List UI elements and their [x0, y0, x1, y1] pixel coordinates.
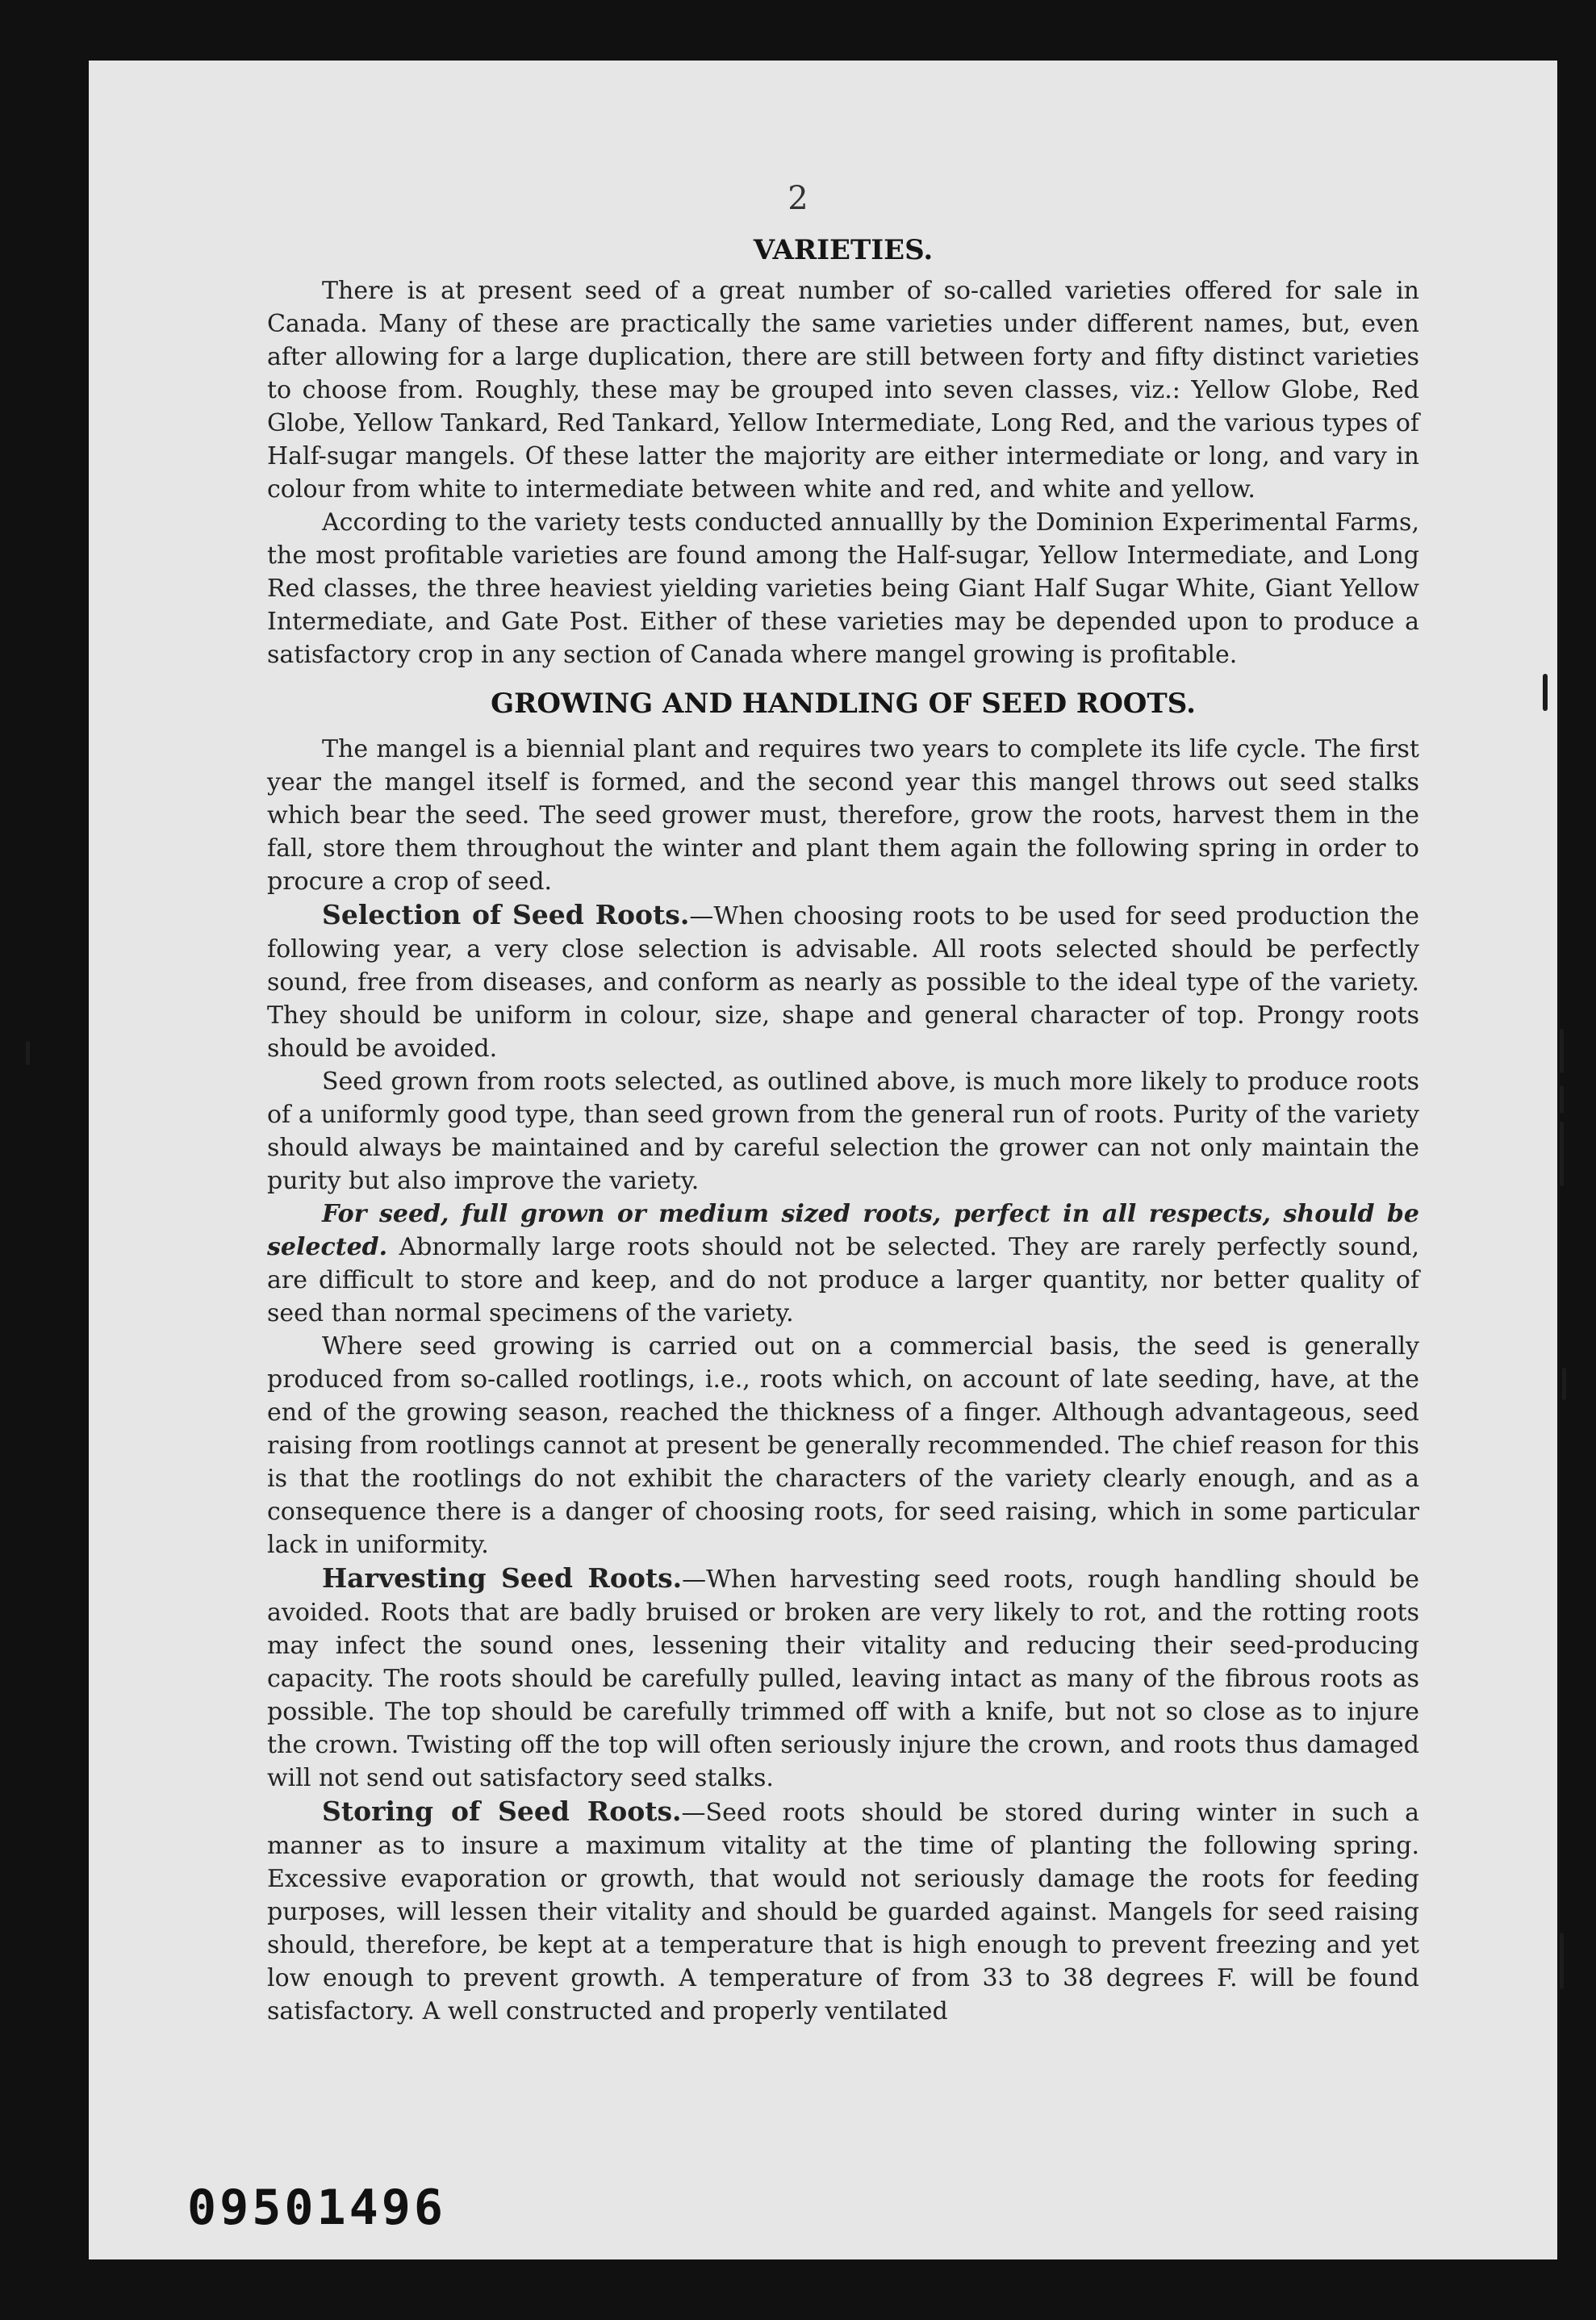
paragraph-text: —When choosing roots to be used for seed production the following year, a very close selection is advisable. All roots selected should be perfectly sound, free from diseases, and conform as nearly as possible to the ideal type of the variety. They should be uniform in colour, size, shape and general character of top. Prongy roots should be avoided.: [267, 902, 1419, 1063]
scan-mark: [1560, 1029, 1564, 1073]
paragraph: There is at present seed of a great number of so-called varieties offered for sale in Canada. Many of these are practically the same varieties under different names, but, even after allowing for a large duplication, there are still between forty and fifty distinct varieties to choose from. Roughly, these may be grouped into seven classes, viz.: Yellow Globe, Red Globe, Yellow Tankard, Red Tankard, Yellow Intermediate, Long Red, and the various types of Half-sugar mangels. Of these latter the majority are either intermediate or long, and vary in colour from white to intermediate between white and red, and white and yellow.: [267, 277, 1419, 504]
paragraph: Where seed growing is carried out on a commercial basis, the seed is generally produced from so-called rootlings, i.e., roots which, on account of late seeding, have, at the end of the growing season, reached the thickness of a finger. Although advantageous, seed raising from rootlings cannot at present be generally recommended. The chief reason for this is that the rootlings do not exhibit the characters of the variety clearly enough, and as a consequence there is a danger of choosing roots, for seed raising, which in some particular lack in uniformity.: [267, 1332, 1419, 1559]
scan-mark: [1562, 1368, 1566, 1400]
scan-mark: [26, 1041, 30, 1065]
run-in-heading-storing: Storing of Seed Roots.: [322, 1795, 682, 1827]
run-in-heading-selection: Selection of Seed Roots.: [322, 899, 690, 930]
emphasized-text: For seed, full grown or medium sized roots, perfect in all respects, should be selected.: [267, 1200, 1419, 1261]
paragraph-selection: [267, 898, 1419, 1065]
paragraph: Seed grown from roots selected, as outlined above, is much more likely to produce roots of a uniformly good type, than seed grown from the general run of roots. Purity of the variety should always be maintained and by careful selection the grower can not only maintain the purity but also improve the variety.: [267, 1068, 1419, 1195]
page-body: [267, 232, 1419, 2028]
serial-number-stamp: 09501496: [187, 2180, 446, 2236]
paragraph-storing: [267, 1795, 1419, 2028]
heading-varieties: VARIETIES.: [753, 234, 934, 266]
scan-mark: [1560, 1085, 1564, 1114]
page-number: 2: [788, 180, 808, 217]
heading-growing-and-handling: GROWING AND HANDLING OF SEED ROOTS.: [491, 688, 1196, 720]
run-in-heading-harvesting: Harvesting Seed Roots.: [322, 1562, 683, 1594]
paragraph-text: Abnormally large roots should not be selected. They are rarely perfectly sound, are difficult to store and keep, and do not produce a larger quantity, nor better quality of seed than normal specimens of the variety.: [267, 1233, 1419, 1327]
paragraph: According to the variety tests conducted annuallly by the Dominion Experimental Farms, the most profitable varieties are found among the Half-sugar, Yellow Intermediate, and Long Red classes, the three heaviest yielding varieties being Giant Half Sugar White, Giant Yellow Intermediate, and Gate Post. Either of these varieties may be depended upon to produce a satisfactory crop in any section of Canada where mangel growing is profitable.: [267, 508, 1419, 669]
scan-mark: [1543, 674, 1548, 711]
paragraph-text: —Seed roots should be stored during winter in such a manner as to insure a maximum vitality at the time of planting the following spring. Excessive evaporation or growth, that would not seriously damage the roots for feeding purposes, will lessen their vitality and should be guarded against. Mangels for seed raising should, therefore, be kept at a temperature that is high enough to prevent freezing and yet low enough to prevent growth. A temperature of from 33 to 38 degrees F. will be found satisfactory. A well constructed and properly ventilated: [267, 1799, 1420, 2025]
paragraph-harvesting: [267, 1561, 1419, 1795]
paragraph: The mangel is a biennial plant and requires two years to complete its life cycle. The first year the mangel itself is formed, and the second year this mangel throws out seed stalks which bear the seed. The seed grower must, therefore, grow the roots, harvest them in the fall, store them throughout the winter and plant them again the following spring in order to procure a crop of seed.: [267, 735, 1419, 896]
scan-mark: [1560, 1122, 1564, 1186]
paragraph: [267, 1198, 1419, 1330]
paragraph-text: —When harvesting seed roots, rough handling should be avoided. Roots that are badly bruised or broken are very likely to rot, and the rotting roots may infect the sound ones, lessening their vitality and reducing their seed-producing capacity. The roots should be carefully pulled, leaving intact as many of the fibrous roots as possible. The top should be carefully trimmed off with a knife, but not so close as to injure the crown. Twisting off the top will often seriously injure the crown, and roots thus damaged will not send out satisfactory seed stalks.: [267, 1565, 1419, 1792]
scan-mark: [1560, 1933, 1564, 1989]
